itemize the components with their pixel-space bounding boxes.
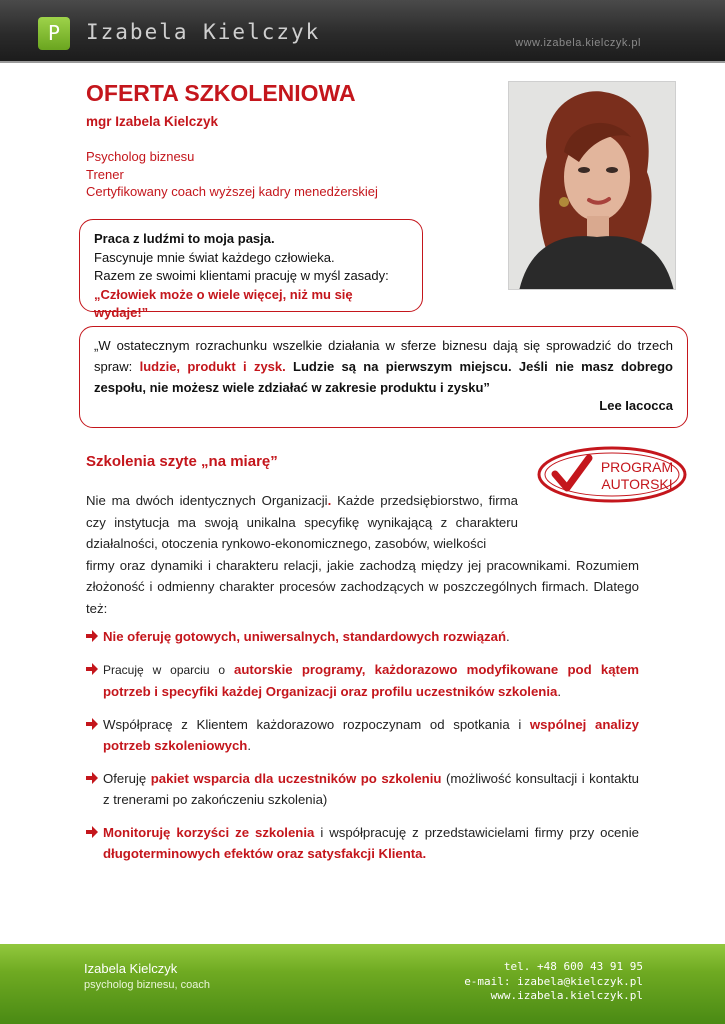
quote-box (79, 326, 688, 428)
list-item: Pracuję w oparciu o autorskie programy, każdorazowo modyfikowane pod kątem potrzeb i specyfiki każdej Organizacji oraz profilu uczestników szkolenia. (86, 659, 639, 703)
footer-url-link[interactable]: www.izabela.kielczyk.pl (490, 989, 643, 1002)
logo-icon: P (38, 17, 70, 50)
footer-role: psycholog biznesu, coach (84, 979, 210, 991)
badge-line-2: AUTORSKI (601, 476, 673, 492)
passion-line-2: Fascynuje mnie świat każdego człowieka. (94, 249, 335, 265)
passion-box (79, 219, 423, 320)
portrait-illustration (509, 82, 676, 290)
footer-email[interactable]: e-mail: izabela@kielczyk.pl (464, 974, 643, 988)
badge-line-1: PROGRAM (600, 459, 674, 475)
arrow-right-icon (86, 630, 98, 642)
roles-list (86, 148, 378, 201)
role-item: Trener (86, 166, 124, 182)
intro-paragraph (86, 490, 639, 619)
arrow-right-icon (86, 718, 98, 730)
intro-part-b: Każde przedsiębiorstwo, firma czy instytucja ma swoją unikalna specyfikę wynikającą z charakteru działalności, otoczenia rynkowo-ekonomicznego, zasobów, wielkości (86, 493, 518, 551)
section-title: Szkolenia szyte „na miarę” (86, 453, 278, 470)
footer-name: Izabela Kielczyk (84, 961, 178, 976)
footer-contact (464, 960, 643, 1004)
list-item: Nie oferuję gotowych, uniwersalnych, standardowych rozwiązań. (86, 626, 639, 648)
logo-name: Izabela Kielczyk (86, 20, 321, 44)
quote-author: Lee Iacocca (599, 398, 673, 413)
author-name: mgr Izabela Kielczyk (86, 114, 219, 129)
quote-highlight: ludzie, produkt i zysk. (139, 359, 286, 374)
motto-line: „Człowiek może o wiele więcej, niż mu się wydaje!” (94, 286, 353, 320)
offer-bullet-list (86, 626, 639, 865)
page-title: OFERTA SZKOLENIOWA (86, 80, 356, 106)
quote-text-part3: Ludzie są na pierwszym miejscu. Jeśli nie masz dobrego zespołu, nie możesz wiele zdziałać w zakresie produktu i zysku” (94, 359, 673, 395)
header-url-link[interactable]: www.izabela.kielczyk.pl (515, 37, 641, 49)
list-item: Współpracę z Klientem każdorazowo rozpoczynam od spotkania i wspólnej analizy potrzeb szkoleniowych. (86, 714, 639, 757)
passion-line-3: Razem ze swoimi klientami pracuję w myśl zasady: (94, 268, 389, 283)
list-item: Monitoruję korzyści ze szkolenia i współpracuję z przedstawicielami firmy przy ocenie długoterminowych efektów oraz satysfakcji Klienta. (86, 822, 639, 865)
intro-red-dot: . (327, 493, 332, 508)
list-item: Oferuję pakiet wsparcia dla uczestników po szkoleniu (możliwość konsultacji i kontaktu z trenerami po zakończeniu szkolenia) (86, 768, 639, 811)
arrow-right-icon (86, 772, 98, 784)
arrow-right-icon (86, 663, 98, 675)
footer-phone[interactable]: tel. +48 600 43 91 95 (503, 960, 643, 973)
arrow-right-icon (86, 826, 98, 838)
quote-text-part1: „W ostatecznym rozrachunku wszelkie działania w sferze biznesu dają się sprowadzić do trzech spraw: (94, 338, 673, 374)
passion-line-1: Praca z ludźmi to moja pasja. (94, 231, 275, 246)
intro-part-a: Nie ma dwóch identycznych Organizacji (86, 493, 328, 508)
role-item: Psycholog biznesu (86, 149, 195, 164)
intro-wide-text: firmy oraz dynamiki i charakteru relacji, jakie zachodzą między jej pracownikami. Rozumiem złożoność i odmienny charakter procesów zachodzących w poszczególnych firmach. Dlatego też: (86, 557, 639, 616)
portrait-photo (508, 81, 676, 290)
intro-narrow-text (86, 490, 518, 555)
role-item: Certyfikowany coach wyższej kadry menedżerskiej (86, 184, 378, 199)
header-bar (0, 0, 725, 63)
footer-bar (0, 944, 725, 1024)
